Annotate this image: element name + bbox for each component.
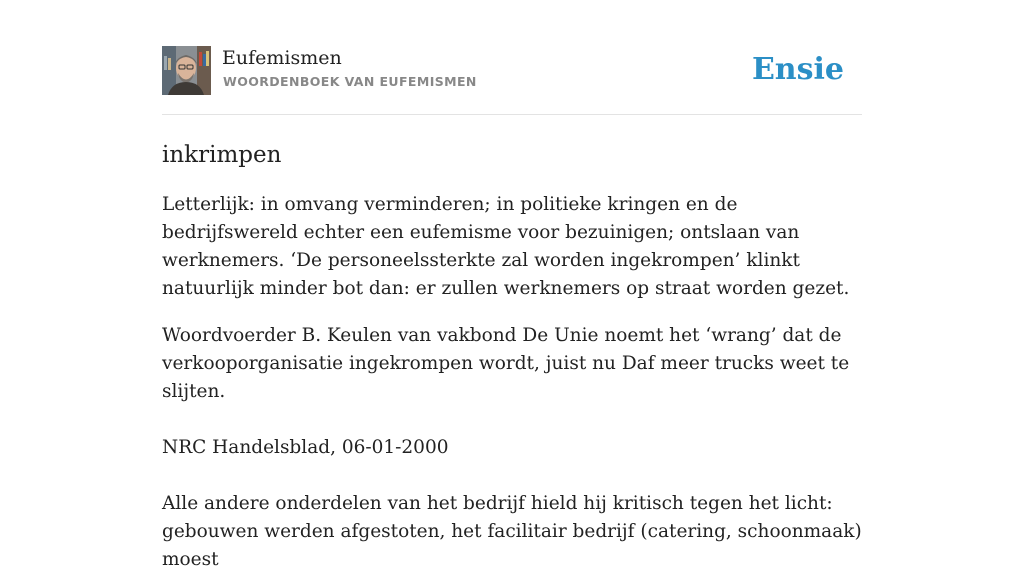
example-quote: Woordvoerder B. Keulen van vakbond De Unie noemt het ‘wrang’ dat de verkooporganisatie ingekrompen wordt, juist nu Daf meer trucks weet te slijten. — [162, 325, 850, 402]
entry-term: inkrimpen — [162, 142, 282, 168]
brand-logo[interactable]: Ensie — [751, 52, 844, 87]
content-container — [162, 46, 862, 574]
site-header — [162, 46, 862, 115]
example-source: NRC Handelsblad, 06-01-2000 — [162, 437, 449, 458]
author-portrait-icon[interactable] — [162, 46, 211, 95]
entry-definition: Letterlijk: in omvang verminderen; in politieke kringen en de bedrijfswereld echter een eufemisme voor bezuinigen; ontslaan van werknemers. ‘De personeelssterkte zal worden ingekrompen’ klinkt natuurlijk minder bot dan: er zullen werknemers op straat worden gezet. — [162, 194, 850, 299]
site-subtitle: WOORDENBOEK VAN EUFEMISMEN — [223, 74, 477, 89]
site-title[interactable]: Eufemismen — [222, 47, 342, 69]
example-quote-2: Alle andere onderdelen van het bedrijf hield hij kritisch tegen het licht: gebouwen werden afgestoten, het facilitair bedrijf (catering, schoonmaak) moest — [162, 493, 862, 570]
